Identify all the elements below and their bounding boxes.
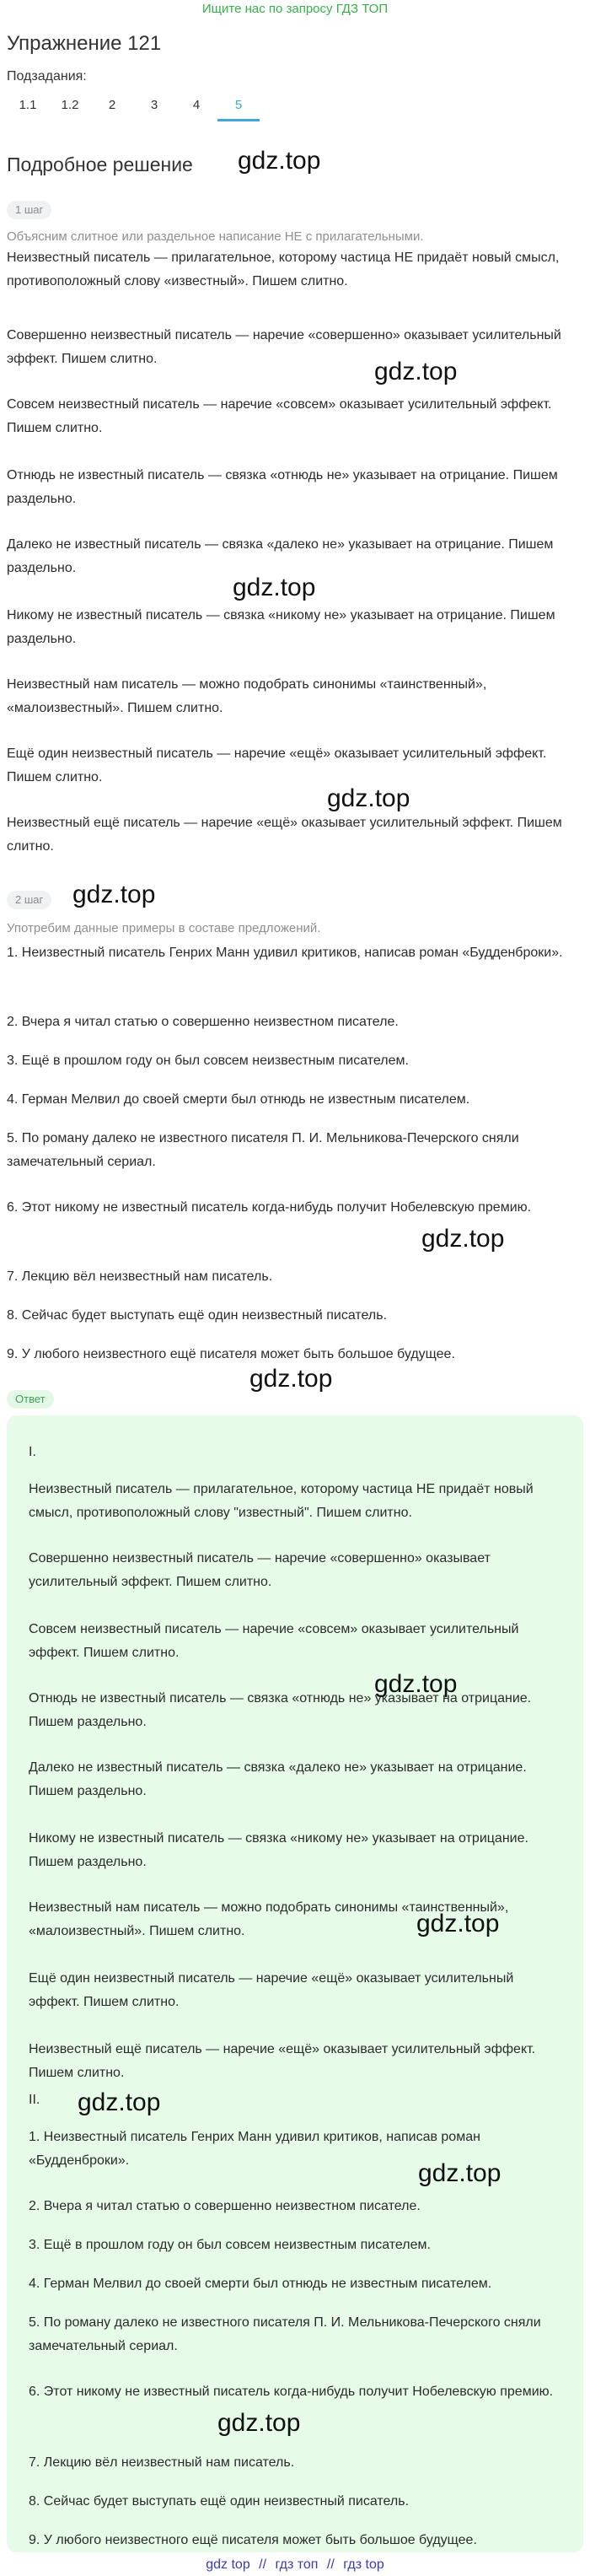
answer-sentence: 8. Сейчас будет выступать ещё один неизвестный писатель. — [29, 2494, 410, 2509]
search-banner[interactable]: Ищите нас по запросу ГДЗ ТОП — [201, 2, 389, 16]
sentence-item: 4. Герман Мелвил до своей смерти был отнюдь не известным писателем. — [7, 1092, 470, 1107]
answer-paragraph: Отнюдь не известный писатель — связка «отнюдь не» указывает на отрицание. Пишем раздельно. — [29, 1691, 532, 1729]
footer-links — [0, 2556, 590, 2574]
watermark: gdz.top — [374, 358, 458, 385]
sentence-item: 6. Этот никому не известный писатель когда-нибудь получит Нобелевскую премию. — [7, 1200, 532, 1215]
answer-paragraph: Далеко не известный писатель — связка «далеко не» указывает на отрицание. Пишем раздельно. — [29, 1760, 527, 1798]
watermark: gdz.top — [418, 2159, 502, 2187]
tab-1-2[interactable]: 1.2 — [61, 98, 79, 112]
footer-link-gdz-top-mixed[interactable]: гдз top — [343, 2557, 384, 2572]
answer-paragraph: Совсем неизвестный писатель — наречие «совсем» оказывает усилительный эффект. Пишем слитно. — [29, 1622, 519, 1660]
solution-paragraph: Далеко не известный писатель — связка «далеко не» указывает на отрицание. Пишем раздельно. — [7, 537, 554, 575]
tab-5-active[interactable]: 5 — [217, 93, 260, 121]
subtasks-label: Подзадания: — [7, 69, 87, 84]
footer-link-gdz-top-ru[interactable]: гдз топ — [275, 2557, 319, 2572]
footer-separator: // — [326, 2557, 335, 2572]
answer-paragraph: Неизвестный нам писатель — можно подобрать синонимы «таинственный», «малоизвестный». Пишем слитно. — [29, 1900, 509, 1938]
answer-sentence: 5. По роману далеко не известного писателя П. И. Мельникова-Печерского сняли замечательный сериал. — [29, 2315, 541, 2353]
solution-paragraph: Совсем неизвестный писатель — наречие «совсем» оказывает усилительный эффект. Пишем слитно. — [7, 397, 552, 435]
watermark: gdz.top — [78, 2088, 161, 2116]
solution-paragraph: Неизвестный ещё писатель — наречие «ещё» оказывает усилительный эффект. Пишем слитно. — [7, 816, 562, 854]
watermark: gdz.top — [72, 881, 156, 908]
watermark: gdz.top — [327, 784, 410, 812]
tab-3[interactable]: 3 — [150, 98, 158, 112]
solution-paragraph: Отнюдь не известный писатель — связка «отнюдь не» указывает на отрицание. Пишем раздельно. — [7, 468, 558, 506]
page-title: Упражнение 121 — [7, 32, 162, 55]
answer-sentence: 4. Герман Мелвил до своей смерти был отнюдь не известным писателем. — [29, 2277, 492, 2291]
sentence-item: 9. У любого неизвестного ещё писателя может быть большое будущее. — [7, 1347, 455, 1361]
section-title: Подробное решение — [7, 154, 193, 175]
answer-paragraph: Никому не известный писатель — связка «никому не» указывает на отрицание. Пишем раздельно. — [29, 1831, 528, 1869]
answer-paragraph: Ещё один неизвестный писатель — наречие «ещё» оказывает усилительный эффект. Пишем слитно. — [29, 1971, 514, 2009]
sentence-item: 3. Ещё в прошлом году он был совсем неизвестным писателем. — [7, 1054, 409, 1068]
sentence-item: 7. Лекцию вёл неизвестный нам писатель. — [7, 1269, 273, 1284]
watermark: gdz.top — [249, 1365, 333, 1393]
step-badge: 1 шаг — [7, 201, 51, 219]
footer-link-gdz-top[interactable]: gdz top — [206, 2557, 250, 2572]
watermark: gdz.top — [416, 1910, 500, 1937]
solution-paragraph: Никому не известный писатель — связка «никому не» указывает на отрицание. Пишем раздельно. — [7, 608, 555, 646]
watermark: gdz.top — [374, 1670, 458, 1698]
step-hint: Объясним слитное или раздельное написание НЕ с прилагательными. — [7, 229, 424, 244]
tab-2[interactable]: 2 — [108, 98, 116, 112]
answer-sentence: 3. Ещё в прошлом году он был совсем неизвестным писателем. — [29, 2238, 431, 2252]
answer-sentence: 6. Этот никому не известный писатель когда-нибудь получит Нобелевскую премию. — [29, 2385, 554, 2399]
solution-paragraph: Неизвестный писатель — прилагательное, которому частица НЕ придаёт новый смысл, противоположный слову «известный». Пишем слитно. — [7, 251, 560, 288]
step-hint: Употребим данные примеры в составе предложений. — [7, 921, 321, 935]
solution-paragraph: Ещё один неизвестный писатель — наречие «ещё» оказывает усилительный эффект. Пишем слитно. — [7, 746, 547, 784]
answer-paragraph: Совершенно неизвестный писатель — наречие «совершенно» оказывает усилительный эффект. Пишем слитно. — [29, 1551, 491, 1589]
sentence-item: 5. По роману далеко не известного писателя П. И. Мельникова-Печерского сняли замечательный сериал. — [7, 1131, 519, 1169]
sentence-item: 8. Сейчас будет выступать ещё один неизвестный писатель. — [7, 1308, 388, 1323]
answer-part-label: II. — [29, 2093, 40, 2107]
answer-sentence: 1. Неизвестный писатель Генрих Манн удивил критиков, написав роман «Будденброки». — [29, 2130, 480, 2168]
watermark: gdz.top — [233, 574, 316, 601]
answer-sentence: 2. Вчера я читал статью о совершенно неизвестном писателе. — [29, 2199, 421, 2213]
answer-sentence: 9. У любого неизвестного ещё писателя может быть большое будущее. — [29, 2533, 477, 2547]
watermark: gdz.top — [217, 2409, 301, 2437]
tab-4[interactable]: 4 — [192, 98, 201, 112]
solution-paragraph: Неизвестный нам писатель — можно подобрать синонимы «таинственный», «малоизвестный». Пишем слитно. — [7, 677, 487, 715]
answer-part-label: I. — [29, 1445, 36, 1459]
watermark: gdz.top — [238, 147, 321, 175]
answer-badge: Ответ — [7, 1390, 54, 1409]
subtask-tabs — [7, 93, 260, 121]
sentence-item: 1. Неизвестный писатель Генрих Манн удивил критиков, написав роман «Будденброки». — [7, 946, 563, 960]
solution-paragraph: Совершенно неизвестный писатель — наречие «совершенно» оказывает усилительный эффект. Пишем слитно. — [7, 328, 561, 366]
tab-1-1[interactable]: 1.1 — [19, 98, 37, 112]
watermark: gdz.top — [421, 1225, 505, 1253]
step-badge: 2 шаг — [7, 891, 51, 909]
answer-paragraph: Неизвестный писатель — прилагательное, которому частица НЕ придаёт новый смысл, противоположный слову "известный". Пишем слитно. — [29, 1482, 534, 1520]
sentence-item: 2. Вчера я читал статью о совершенно неизвестном писателе. — [7, 1015, 399, 1029]
answer-paragraph: Неизвестный ещё писатель — наречие «ещё» оказывает усилительный эффект. Пишем слитно. — [29, 2042, 536, 2080]
answer-sentence: 7. Лекцию вёл неизвестный нам писатель. — [29, 2455, 295, 2470]
footer-separator: // — [259, 2557, 267, 2572]
